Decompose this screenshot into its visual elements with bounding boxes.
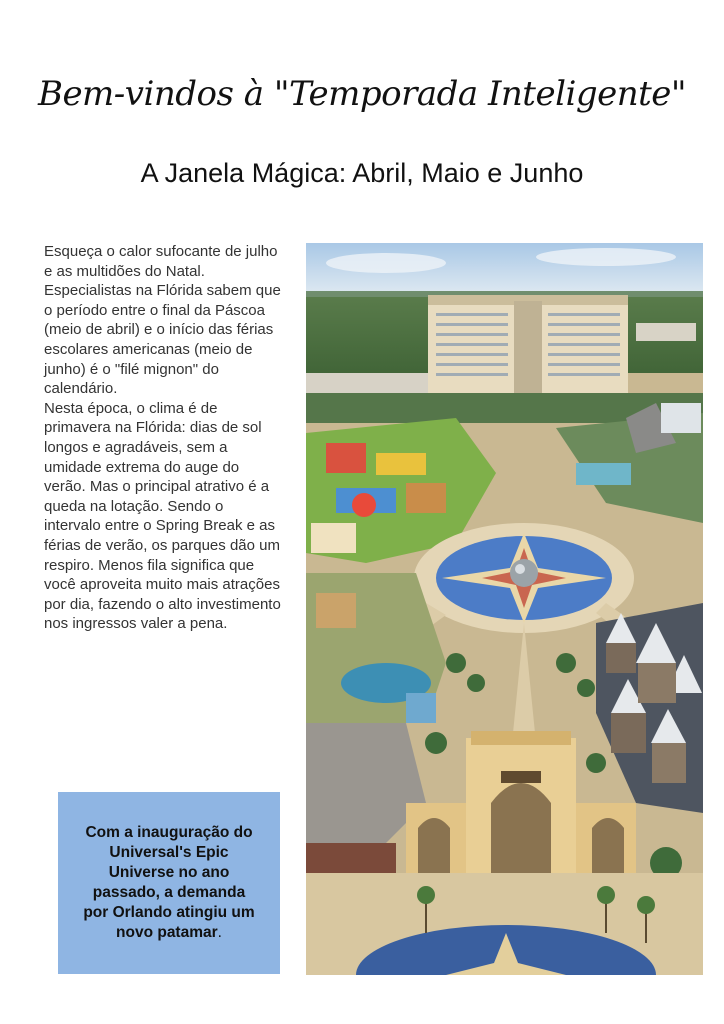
page-title: Bem-vindos à "Temporada Inteligente": [37, 74, 687, 114]
callout-box: [58, 792, 280, 974]
paragraph-1: Esqueça o calor sufocante de julho e as multidões do Natal. Especialistas na Flórida sabem que o período entre o final da Páscoa (meio de abril) e o início das férias escolares americanas (meio de junho) é o "filé mignon" do calendário.: [44, 243, 281, 398]
page-subtitle: A Janela Mágica: Abril, Maio e Junho: [140, 158, 584, 188]
arch-sign: [501, 771, 541, 783]
park-illustration: [306, 243, 703, 975]
globe-icon: [510, 559, 538, 587]
body-text: [44, 242, 284, 634]
callout-text-bold: Com a inauguração do Universal's Epic Universe no ano passado, a demanda por Orlando atingiu um novo patamar: [83, 824, 255, 941]
paragraph-2: Nesta época, o clima é de primavera na Flórida: dias de sol longos e agradáveis, sem a umidade extrema do auge do verão. Mas o principal atrativo é a queda na lotação. Sendo o intervalo entre o Spring Break e as férias de verão, os parques dão um respiro. Menos fila significa que você aproveita muito mais atrações por dia, fazendo o alto investimento nos ingressos valer a pena.: [44, 399, 281, 633]
callout-text: [80, 823, 258, 943]
park-aerial-photo: [306, 243, 703, 975]
callout-text-end: .: [217, 924, 222, 941]
